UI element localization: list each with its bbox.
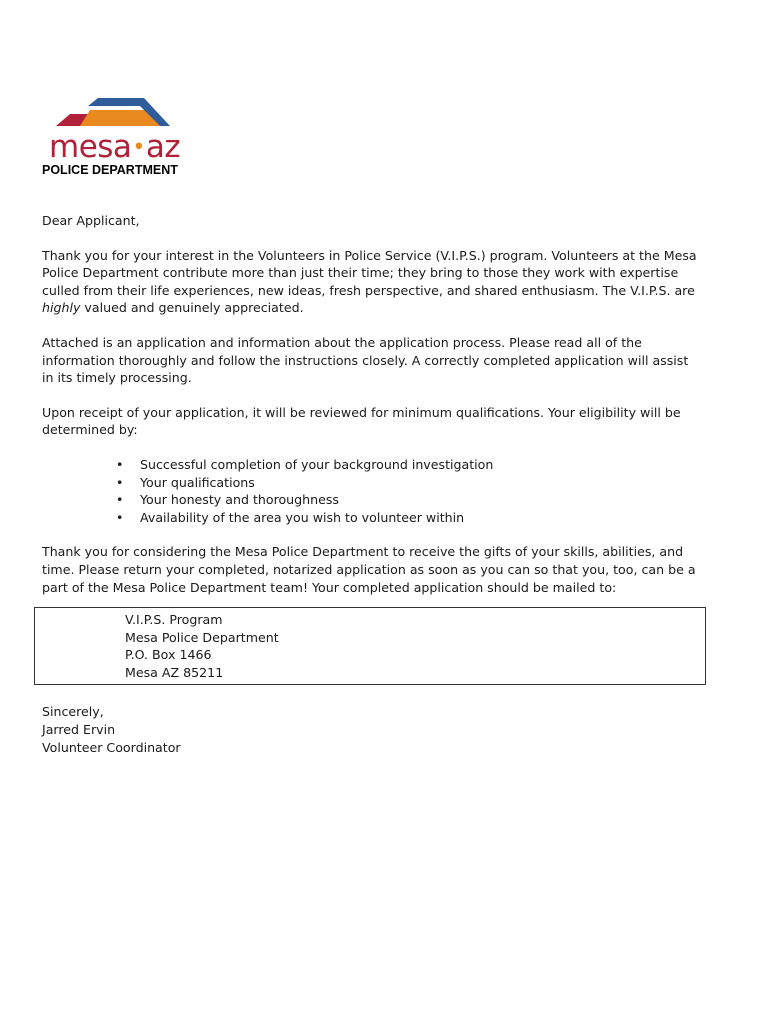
- emphasis-highly: highly: [42, 300, 81, 316]
- signer-name: Jarred Ervin: [42, 722, 116, 738]
- signer-title: Volunteer Coordinator: [42, 739, 181, 755]
- logo-word-az: az: [145, 129, 181, 165]
- eligibility-list: [42, 456, 702, 526]
- department-name: POLICE DEPARTMENT: [42, 163, 178, 177]
- address-line: Mesa AZ 85211: [125, 664, 224, 680]
- paragraph-intro-end: valued and genuinely appreciated.: [80, 300, 304, 316]
- logo-dot: •: [132, 135, 145, 160]
- closing: Sincerely,: [42, 704, 104, 720]
- list-item: • Your qualifications: [140, 474, 702, 492]
- list-item: • Your honesty and thoroughness: [140, 491, 702, 509]
- closing-block: [42, 703, 702, 756]
- letter-body: [42, 212, 702, 756]
- list-item: • Availability of the area you wish to volunteer within: [140, 509, 702, 527]
- paragraph-eligibility: Upon receipt of your application, it will be reviewed for minimum qualifications. Your eligibility will be determined by:: [42, 404, 681, 438]
- paragraph-intro-text: Thank you for your interest in the Volunteers in Police Service (V.I.P.S.) program. Volunteers at the Mesa Police Department contribute more than just their time; they bring to those they work with expertise culled from their life experiences, new ideas, fresh perspective, and shared enthusiasm. The V.I.P.S. are: [42, 247, 697, 298]
- logo-word-mesa: mesa: [49, 129, 132, 165]
- mailing-address-box: [34, 607, 706, 685]
- list-item: • Successful completion of your background investigation: [140, 456, 702, 474]
- address-line: Mesa Police Department: [125, 629, 279, 645]
- address-line: V.I.P.S. Program: [125, 612, 223, 628]
- paragraph-intro: [42, 247, 702, 317]
- address-line: P.O. Box 1466: [125, 647, 212, 663]
- paragraph-application: Attached is an application and information about the application process. Please read all of the information thoroughly and follow the instructions closely. A correctly completed application will assist in its timely processing.: [42, 334, 689, 386]
- paragraph-mailing: Thank you for considering the Mesa Police Department to receive the gifts of your skills, abilities, and time. Please return your completed, notarized application as soon as you can so that you, too, can be a part of the Mesa Police Department team! Your completed application should be mailed to:: [42, 544, 696, 595]
- salutation: Dear Applicant,: [42, 213, 140, 228]
